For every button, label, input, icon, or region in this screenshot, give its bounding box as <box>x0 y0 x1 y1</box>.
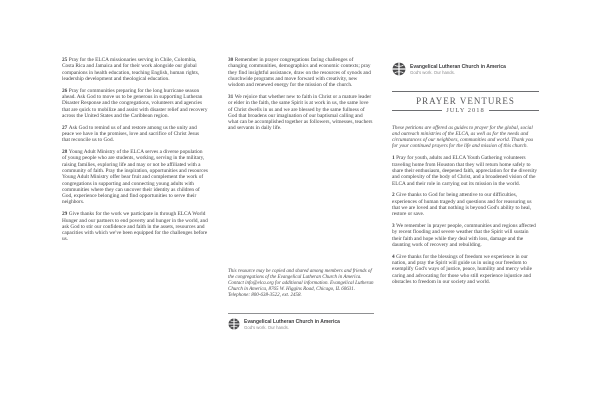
intro-text: These petitions are offered as guides to prayer for the global, social and outreach ministries of the ELCA, as well as for the needs and circumstances of our neighbors, communities and world. Thank you for your continued prayers for the life and mission of this church. <box>392 124 534 150</box>
petition <box>62 57 208 82</box>
petition-text: Pray for the ELCA missionaries serving in Chile, Colombia, Costa Rica and Jamaica and for their work alongside our global companions in health education, teaching English, human rights, leadership development and theological education. <box>62 57 200 82</box>
petition <box>228 94 374 132</box>
petition-number: 25 <box>62 57 68 63</box>
petition-number: 26 <box>62 87 68 94</box>
elca-logo-block <box>228 318 340 330</box>
petition-number: 2 <box>392 192 395 199</box>
petition <box>392 254 539 285</box>
petition-text: Remember in prayer congregations facing challenges of changing communities, demographics and economic contexts; pray they find insightful assistance, draw on the resources of synods and churchwide programs and move forward with creativity, new wisdom and renewed energy for the mission of the church. <box>228 57 371 89</box>
petition-text: Young Adult Ministry of the ELCA serves a diverse population of young people who are students, working, serving in the military, raising families, exploring life and may or not be affiliated with a community of faith. Pray the inspiration, opportunities and resources Young Adult Ministry offer bear fruit and complement the work of congregations in supporting and connecting young adults with communities where they can uncover their identity as children of God, experience belonging and find opportunities to serve their neighbors. <box>62 149 208 206</box>
petition-number: 1 <box>392 155 395 162</box>
elca-logo-block <box>392 62 539 76</box>
petition-number: 27 <box>62 124 68 131</box>
petition-number: 29 <box>62 211 68 218</box>
petition <box>62 149 208 206</box>
org-name: Evangelical Lutheran Church in America <box>244 318 340 325</box>
petition-text: Pray for communities preparing for the long hurricane season ahead. Ask God to move us to be generous in supporting Lutheran Disaster Response and the congregations, volunteers and agencies that are quick to mobilize and assist with disaster relief and recovery across the United States and the Caribbean region. <box>62 87 208 119</box>
petition-text: We rejoice that whether new to faith in Christ or a mature leader or elder in the faith, the same Spirit is at work in us, the same love of Christ dwells in us and we are blessed by the same fullness of God that broadens our imagination of our baptismal calling and what can be accomplished together as followers, witnesses, teachers and servants in daily life. <box>228 93 373 132</box>
petition <box>392 155 539 186</box>
subtitle-rule-left <box>392 110 442 111</box>
right-column <box>392 62 539 291</box>
masthead <box>392 91 539 114</box>
petition <box>62 125 208 144</box>
footer-divider <box>228 313 374 314</box>
masthead-subtitle: JULY 2018 <box>446 106 485 114</box>
petition <box>392 223 539 248</box>
petition-text: We remember in prayer people, communities and regions affected by recent flooding and severe weather that the Spirit will sustain their faith and hope while they deal with loss, damage and the daunting work of recovery and rebuilding. <box>392 222 536 248</box>
masthead-title: PRAYER VENTURES <box>416 95 515 106</box>
petition-text: Give thanks to God for being attentive to our difficulties, experiences of human tragedy and questions and for reassuring us that we are loved and that nothing is beyond God's ability to heal, restore or save. <box>392 192 532 218</box>
petition <box>228 57 374 88</box>
petition-text: Give thanks for the work we participate in through ELCA World Hunger and our partners to end poverty and hunger in the world, and ask God to stir our confidence and faith in the assets, resources and capacities with which we've been equipped for the challenges before us. <box>62 211 208 243</box>
copyright-note: This resource may be copied and shared among members and friends of the congregations of the Evangelical Lutheran Church in America. Contact info@elca.org for additional information. Evangelical Lutheran Church in America, 8765 W. Higgins Road, Chicago, IL 60631. Telephone: 800-638-3522, ext. 2458. <box>228 269 374 299</box>
petition <box>62 211 208 242</box>
middle-column <box>228 57 374 347</box>
elca-globe-cross-icon <box>392 62 406 76</box>
petition-number: 4 <box>392 253 395 260</box>
petition-number: 3 <box>392 222 395 229</box>
petition-text: Pray for youth, adults and ELCA Youth Gathering volunteers traveling home from Houston that they will return home safely to share their enthusiasm, deepened faith, appreciation for the diversity and complexity of the body of Christ, and a broadened vision of the ELCA and their role in carrying out its mission in the world. <box>392 155 538 187</box>
petition <box>62 88 208 119</box>
petition-text: Ask God to remind us of and restore among us the unity and peace we have in the promises, love and sacrifice of Christ Jesus that reconcile us to God. <box>62 124 200 144</box>
petition <box>392 192 539 217</box>
subtitle-rule-right <box>489 110 539 111</box>
left-column <box>62 57 208 248</box>
petition-number: 31 <box>228 93 234 100</box>
petition-number: 28 <box>62 149 68 156</box>
org-tagline: God's work. Our hands. <box>410 69 456 75</box>
elca-globe-cross-icon <box>228 318 240 330</box>
org-name: Evangelical Lutheran Church in America <box>410 63 506 70</box>
petition-number: 30 <box>228 57 234 63</box>
org-tagline: God's work. Our hands. <box>244 324 290 330</box>
petition-text: Give thanks for the blessings of freedom we experience in our nation, and pray the Spirit will guide us in using our freedom to exemplify God's ways of justice, peace, humility and mercy while caring and advocating for those who still experience injustice and obstacles to freedom in our society and world. <box>392 253 532 285</box>
